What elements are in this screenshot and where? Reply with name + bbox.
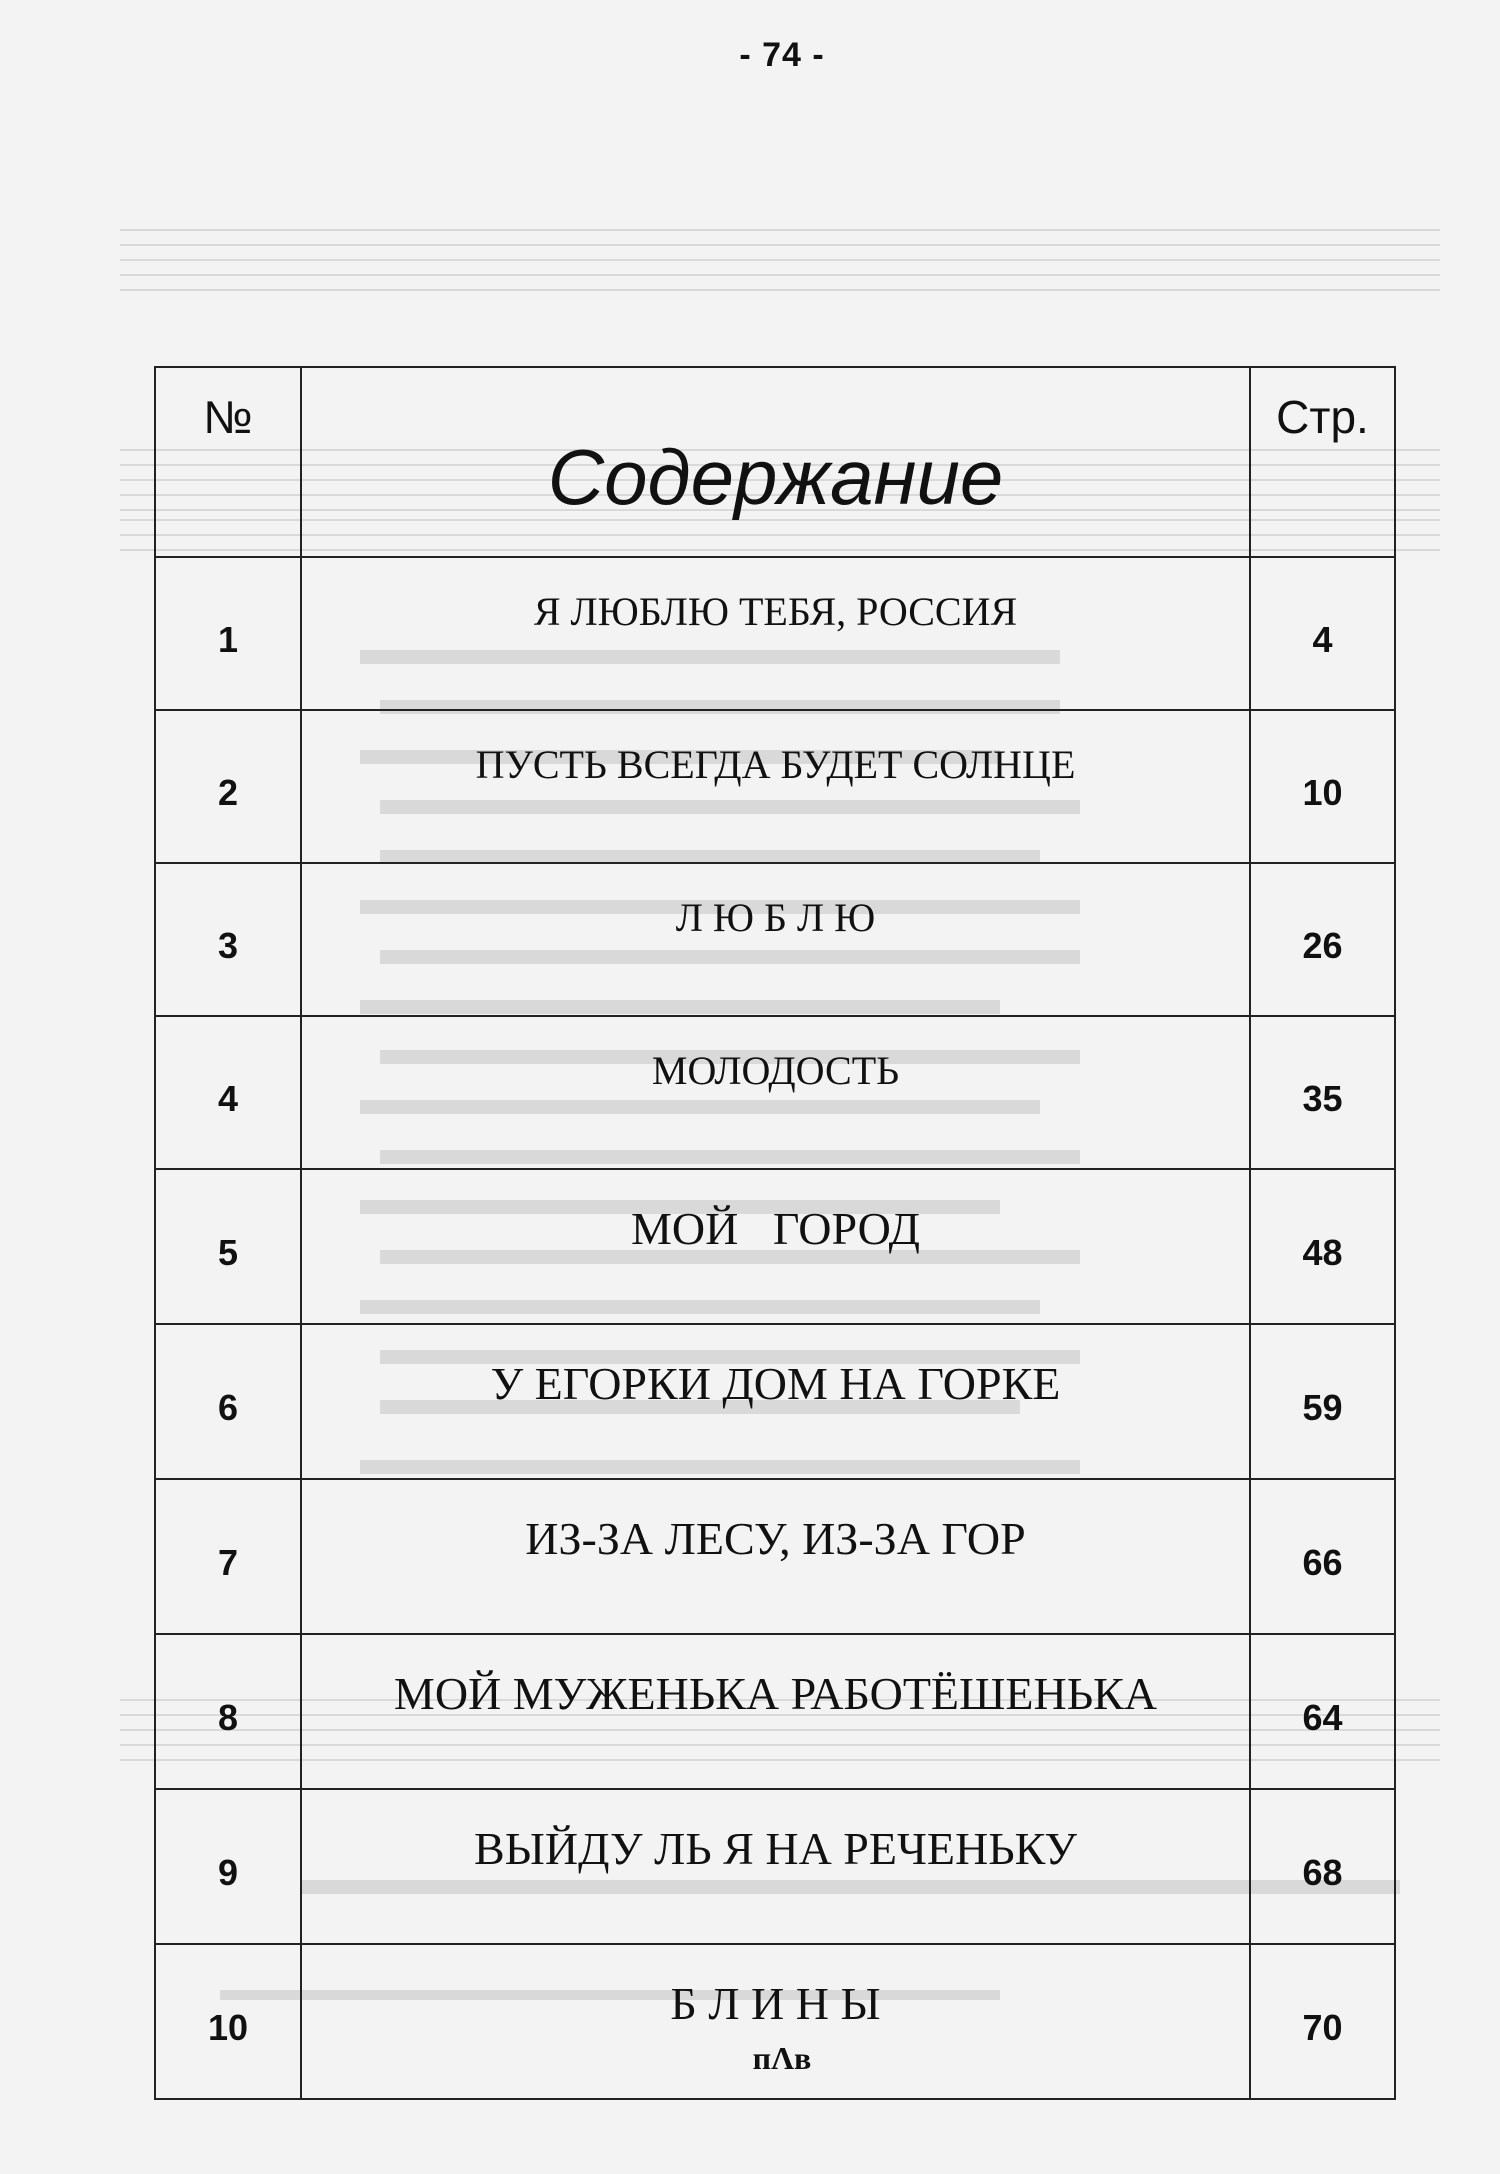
song-title: МОЛОДОСТЬ (301, 1016, 1250, 1169)
table-row (155, 1016, 1395, 1169)
table-row (155, 1789, 1395, 1944)
song-title: ПУСТЬ ВСЕГДА БУДЕТ СОЛНЦЕ (301, 710, 1250, 863)
row-page: 64 (1250, 1634, 1395, 1789)
row-page: 35 (1250, 1016, 1395, 1169)
contents-heading: Содержание (301, 367, 1250, 557)
table-row (155, 1634, 1395, 1789)
table-row (155, 1479, 1395, 1634)
song-title: МОЙ МУЖЕНЬКА РАБОТЁШЕНЬКА (301, 1634, 1250, 1789)
song-title: ВЫЙДУ ЛЬ Я НА РЕЧЕНЬКУ (301, 1789, 1250, 1944)
row-page: 4 (1250, 557, 1395, 710)
contents-table (154, 366, 1396, 2100)
row-page: 26 (1250, 863, 1395, 1016)
row-page: 70 (1250, 1944, 1395, 2099)
page-number: - 74 - (739, 36, 825, 74)
song-title: У ЕГОРКИ ДОМ НА ГОРКЕ (301, 1324, 1250, 1479)
row-number: 2 (155, 710, 301, 863)
table-header-row (155, 367, 1395, 557)
author-signature: пΛв (752, 2040, 812, 2076)
row-number: 8 (155, 1634, 301, 1789)
row-number: 9 (155, 1789, 301, 1944)
song-title: ИЗ-ЗА ЛЕСУ, ИЗ-ЗА ГОР (301, 1479, 1250, 1634)
table-row (155, 1169, 1395, 1324)
row-page: 59 (1250, 1324, 1395, 1479)
row-number: 3 (155, 863, 301, 1016)
row-number: 6 (155, 1324, 301, 1479)
table-row (155, 863, 1395, 1016)
row-page: 68 (1250, 1789, 1395, 1944)
table-row (155, 1324, 1395, 1479)
row-number: 10 (155, 1944, 301, 2099)
row-number: 5 (155, 1169, 301, 1324)
row-page: 10 (1250, 710, 1395, 863)
song-title: Л Ю Б Л Ю (301, 863, 1250, 1016)
song-title: МОЙ ГОРОД (301, 1169, 1250, 1324)
row-number: 4 (155, 1016, 301, 1169)
song-title: Б Л И Н Ы (301, 1944, 1250, 2099)
page-column-header: Стр. (1250, 367, 1395, 557)
row-page: 48 (1250, 1169, 1395, 1324)
row-page: 66 (1250, 1479, 1395, 1634)
song-title: Я ЛЮБЛЮ ТЕБЯ, РОССИЯ (301, 557, 1250, 710)
row-number: 1 (155, 557, 301, 710)
number-column-header: № (155, 367, 301, 557)
row-number: 7 (155, 1479, 301, 1634)
table-row (155, 710, 1395, 863)
table-row (155, 557, 1395, 710)
